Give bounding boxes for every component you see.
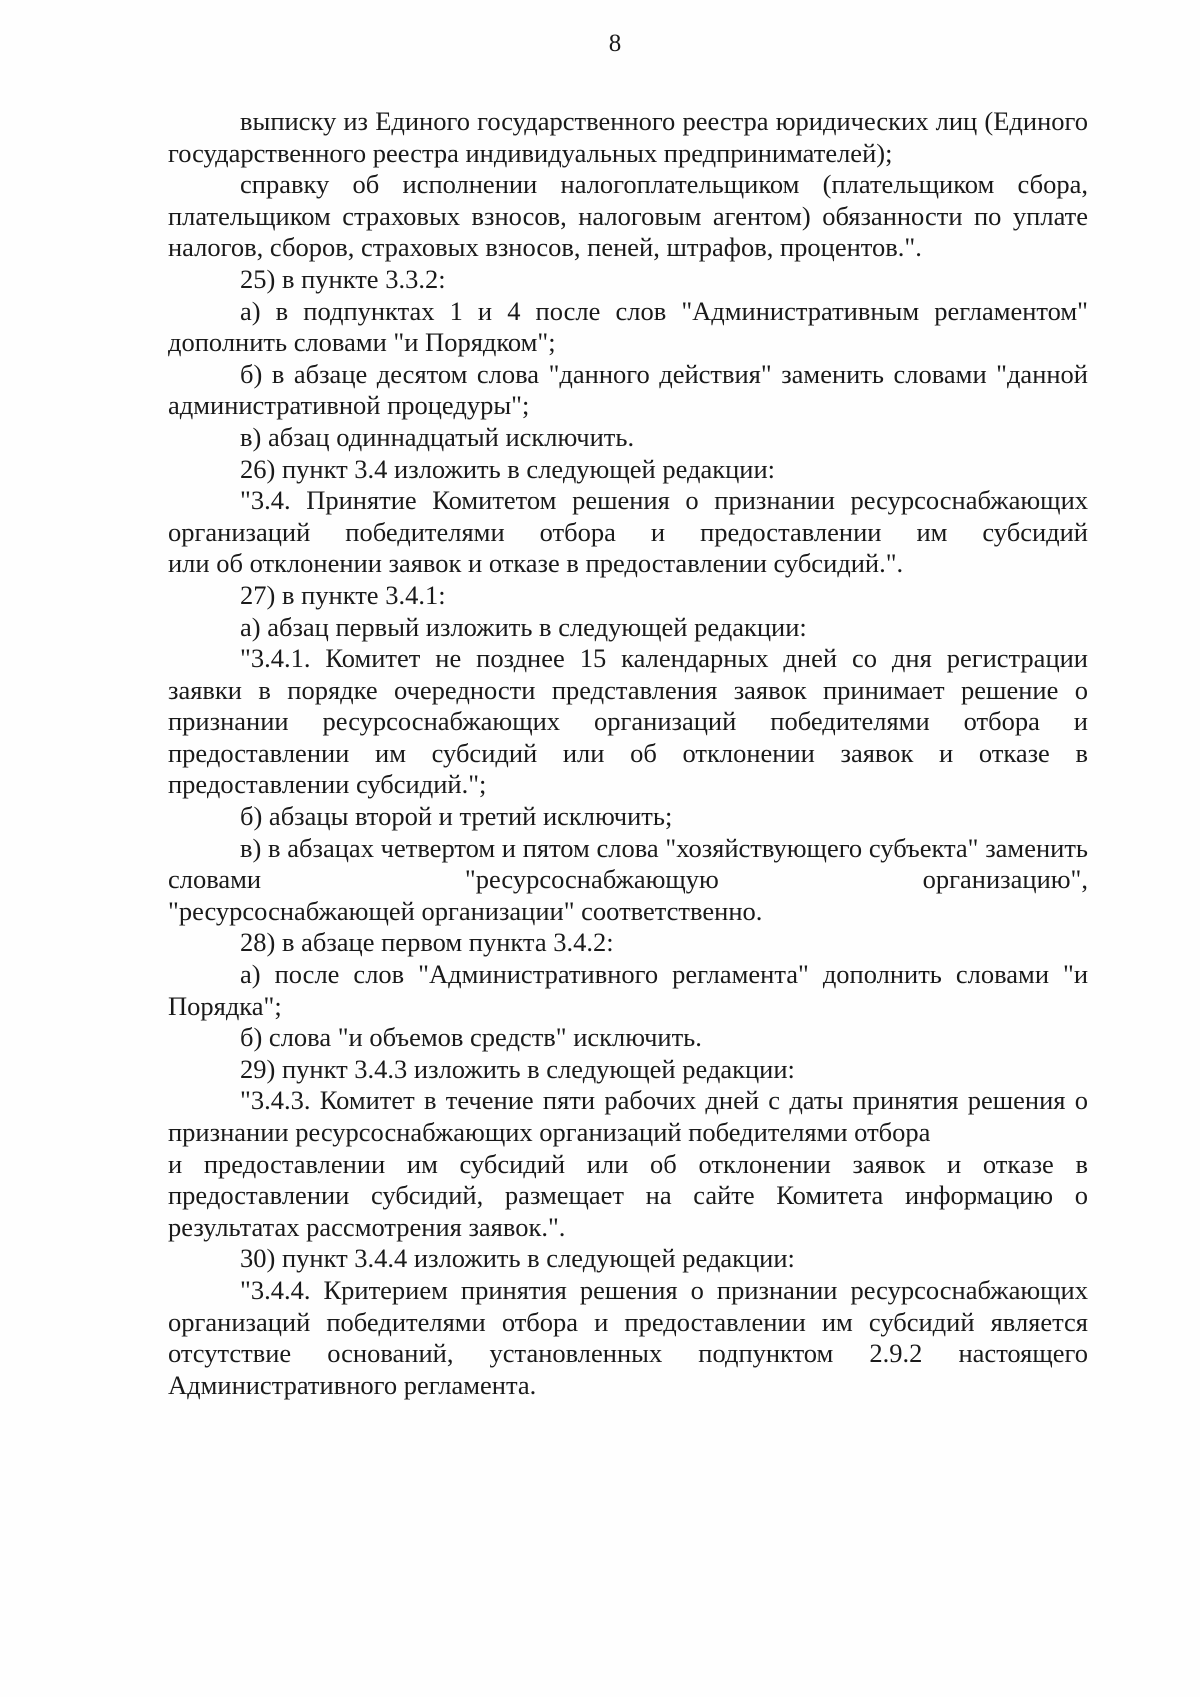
paragraph: выписку из Единого государственного реестра юридических лиц (Единого государственного реестра индивидуальных предпринимателей); [168,106,1088,168]
paragraph: 25) в пункте 3.3.2: [240,263,446,294]
paragraph: 30) пункт 3.4.4 изложить в следующей редакции: [240,1243,795,1274]
paragraph: а) абзац первый изложить в следующей редакции: [240,611,807,642]
paragraph: справку об исполнении налогоплательщиком (плательщиком сбора, плательщиком страховых взносов, налоговым агентом) обязанности по уплате налогов, сборов, страховых взносов, пеней, штрафов, процентов.". [168,169,1088,263]
paragraph: а) в подпунктах 1 и 4 после слов "Административным регламентом" дополнить словами "и Порядком"; [168,295,1088,358]
paragraph: б) абзацы второй и третий исключить; [240,801,673,832]
paragraph: "3.4.1. Комитет не позднее 15 календарных дней со дня регистрации заявки в порядке очередности представления заявок принимает решение о признании ресурсоснабжающих организаций победителями отбора и предоставлении им субсидий или об отклонении заявок и отказе в предоставлении субсидий."; [168,643,1088,800]
paragraph: б) в абзаце десятом слова "данного действия" заменить словами "данной административной процедуры"; [168,358,1088,421]
document-body [168,106,1088,1401]
paragraph: "ресурсоснабжающей организации" соответственно. [168,895,763,926]
paragraph: 29) пункт 3.4.3 изложить в следующей редакции: [240,1053,795,1084]
paragraph: б) слова "и объемов средств" исключить. [240,1022,702,1053]
paragraph: "3.4. Принятие Комитетом решения о признании ресурсоснабжающих организаций победителями отбора и предоставлении им субсидий [168,485,1088,547]
paragraph: 27) в пункте 3.4.1: [240,579,446,610]
paragraph: 28) в абзаце первом пункта 3.4.2: [240,927,614,958]
page-number: 8 [608,30,622,57]
paragraph: и предоставлении им субсидий или об отклонении заявок и отказе в предоставлении субсидий, размещает на сайте Комитета информацию о результатах рассмотрения заявок.". [168,1148,1088,1242]
paragraph: или об отклонении заявок и отказе в предоставлении субсидий.". [168,548,904,579]
paragraph: "3.4.3. Комитет в течение пяти рабочих дней с даты принятия решения о признании ресурсоснабжающих организаций победителями отбора [168,1085,1088,1147]
paragraph: 26) пункт 3.4 изложить в следующей редакции: [240,453,776,484]
paragraph: в) в абзацах четвертом и пятом слова "хозяйствующего субъекта" заменить словами "ресурсоснабжающую организацию", [168,832,1088,895]
paragraph: в) абзац одиннадцатый исключить. [240,421,635,452]
paragraph: "3.4.4. Критерием принятия решения о признании ресурсоснабжающих организаций победителями отбора и предоставлении им субсидий является отсутствие оснований, установленных подпунктом 2.9.2 настоящего Административного регламента. [168,1274,1088,1400]
paragraph: а) после слов "Административного регламента" дополнить словами "и Порядка"; [168,959,1088,1021]
